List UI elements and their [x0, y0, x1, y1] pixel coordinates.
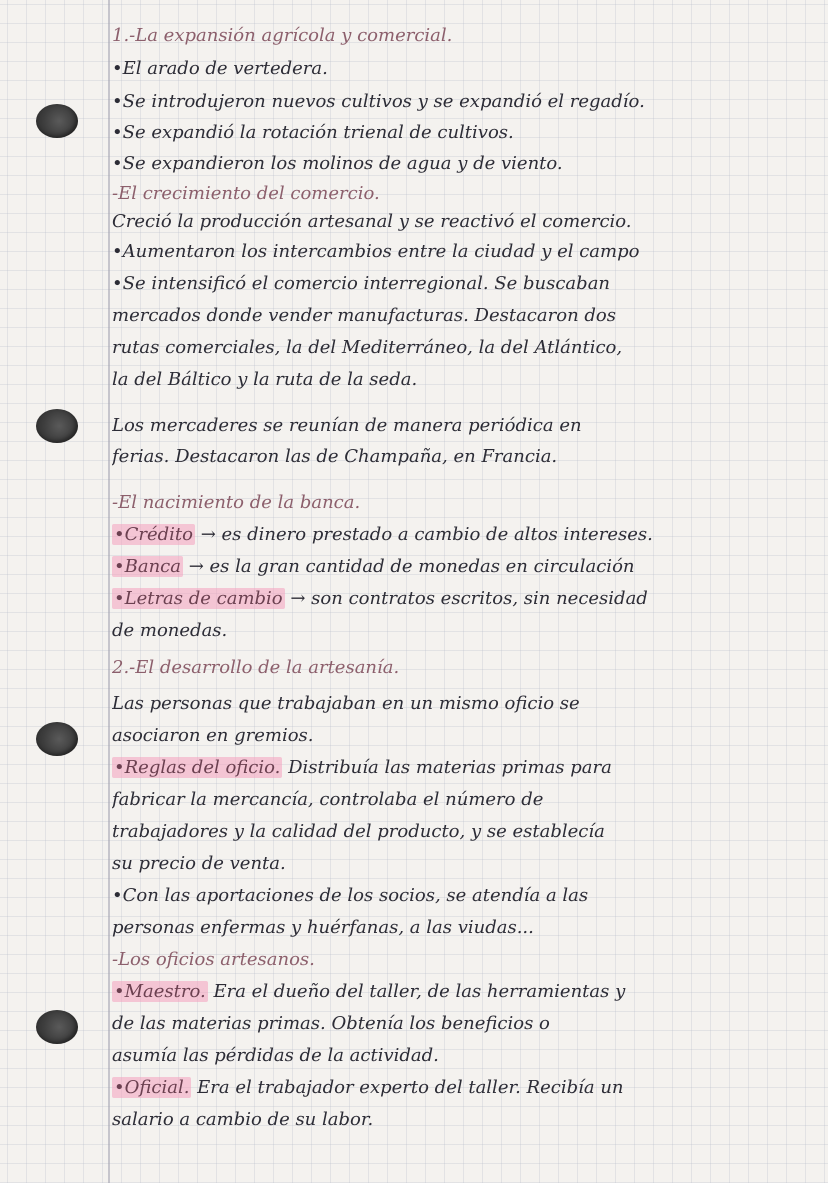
subsection-heading: -Los oficios artesanos.: [112, 949, 315, 970]
definition-text: Distribuía las materias primas para: [282, 757, 612, 778]
highlighted-term: •Crédito: [114, 524, 193, 545]
note-line: personas enfermas y huérfanas, a las viudas...: [112, 917, 534, 938]
note-line: •El arado de vertedera.: [112, 58, 328, 79]
note-line: salario a cambio de su labor.: [112, 1109, 374, 1130]
section-heading: 1.-La expansión agrícola y comercial.: [112, 25, 453, 46]
section-heading: 2.-El desarrollo de la artesanía.: [112, 657, 400, 678]
note-line: Los mercaderes se reunían de manera periódica en: [112, 415, 582, 436]
note-line: [112, 1072, 816, 1104]
note-line: •Se expandieron los molinos de agua y de viento.: [112, 153, 563, 174]
definition-text: → es dinero prestado a cambio de altos intereses.: [195, 524, 653, 545]
note-line: su precio de venta.: [112, 853, 286, 874]
note-line: [112, 551, 816, 583]
punch-hole: [36, 104, 78, 138]
note-line: •Se intensificó el comercio interregional. Se buscaban: [112, 273, 611, 294]
highlighted-term: •Letras de cambio: [114, 588, 283, 609]
note-line: •Se expandió la rotación trienal de cultivos.: [112, 122, 514, 143]
definition-text: Era el dueño del taller, de las herramientas y: [207, 981, 626, 1002]
note-line: asumía las pérdidas de la actividad.: [112, 1045, 439, 1066]
note-line: •Con las aportaciones de los socios, se atendía a las: [112, 885, 589, 906]
note-line: •Aumentaron los intercambios entre la ciudad y el campo: [112, 241, 640, 262]
note-line: [112, 752, 816, 784]
punch-hole: [36, 1010, 78, 1044]
definition-text: Era el trabajador experto del taller. Recibía un: [191, 1077, 624, 1098]
note-line: de las materias primas. Obtenía los beneficios o: [112, 1013, 550, 1034]
note-line: mercados donde vender manufacturas. Destacaron dos: [112, 305, 616, 326]
highlighted-term: •Maestro.: [114, 981, 206, 1002]
subsection-heading: -El nacimiento de la banca.: [112, 492, 361, 513]
highlighted-term: •Oficial.: [114, 1077, 190, 1098]
highlighted-term: •Reglas del oficio.: [114, 757, 281, 778]
note-line: fabricar la mercancía, controlaba el número de: [112, 789, 544, 810]
definition-text: → son contratos escritos, sin necesidad: [284, 588, 648, 609]
punch-hole: [36, 722, 78, 756]
note-line: rutas comerciales, la del Mediterráneo, la del Atlántico,: [112, 337, 623, 358]
note-line: •Se introdujeron nuevos cultivos y se expandió el regadío.: [112, 91, 645, 112]
note-line: Creció la producción artesanal y se reactivó el comercio.: [112, 211, 632, 232]
note-line: ferias. Destacaron las de Champaña, en Francia.: [112, 446, 558, 467]
note-line: [112, 976, 816, 1008]
margin-line: [108, 0, 110, 1183]
highlighted-term: •Banca: [114, 556, 181, 577]
note-line: [112, 519, 816, 551]
note-line: asociaron en gremios.: [112, 725, 314, 746]
note-line: [112, 583, 816, 615]
note-line: trabajadores y la calidad del producto, y se establecía: [112, 821, 605, 842]
note-line: la del Báltico y la ruta de la seda.: [112, 369, 418, 390]
punch-hole: [36, 409, 78, 443]
note-line: de monedas.: [112, 620, 228, 641]
note-line: Las personas que trabajaban en un mismo oficio se: [112, 693, 580, 714]
definition-text: → es la gran cantidad de monedas en circulación: [182, 556, 635, 577]
subsection-heading: -El crecimiento del comercio.: [112, 183, 380, 204]
